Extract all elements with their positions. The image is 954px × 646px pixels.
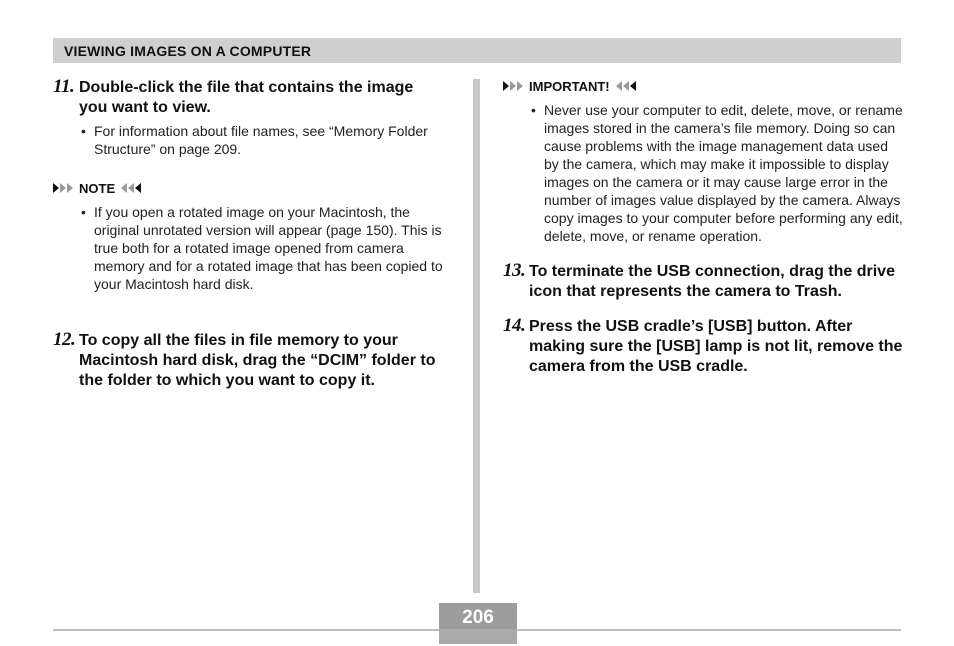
step-number: 11. bbox=[53, 76, 75, 97]
note-title: NOTE bbox=[79, 180, 116, 196]
step-14 bbox=[503, 317, 903, 377]
list-item bbox=[53, 122, 443, 158]
page-number: 206 bbox=[462, 607, 494, 628]
note-label bbox=[53, 180, 443, 196]
right-column bbox=[503, 78, 903, 377]
important-label bbox=[503, 78, 903, 94]
bullet-dot: • bbox=[81, 123, 86, 139]
step-11 bbox=[53, 78, 443, 118]
left-column bbox=[53, 78, 443, 391]
bullet-text: If you open a rotated image on your Macintosh, the original unrotated version will appear (page 150). This is true both for a rotated image opened from camera memory and for a rotated image that has been copied to your Macintosh hard disk. bbox=[94, 204, 443, 292]
step-number: 14. bbox=[503, 315, 526, 336]
note-close-arrows-icon bbox=[121, 183, 141, 193]
bullet-text: Never use your computer to edit, delete, move, or rename images stored in the camera’s file memory. Doing so can cause problems with the image management data used by the camera, which may make it impossible to display images on the camera or it may cause large error in the number of images value displayed by the camera. Always copy images to your computer before performing any edit, delete, move, or rename operation. bbox=[544, 102, 903, 244]
bullet-dot: • bbox=[81, 204, 86, 220]
step-13 bbox=[503, 262, 903, 302]
important-bullets bbox=[503, 101, 903, 245]
step-number: 12. bbox=[53, 329, 76, 350]
note-open-arrows-icon bbox=[53, 183, 73, 193]
step-text: Double-click the file that contains the image you want to view. bbox=[79, 79, 414, 116]
step-text: Press the USB cradle’s [USB] button. After making sure the [USB] lamp is not lit, remove the camera from the USB cradle. bbox=[529, 318, 903, 375]
section-header-bar bbox=[53, 38, 901, 63]
step-text: To terminate the USB connection, drag the drive icon that represents the camera to Trash. bbox=[529, 263, 895, 300]
step-11-bullets bbox=[53, 122, 443, 158]
step-number: 13. bbox=[503, 260, 526, 281]
important-close-arrows-icon bbox=[616, 81, 636, 91]
list-item bbox=[503, 101, 903, 245]
important-title: IMPORTANT! bbox=[529, 78, 610, 94]
page-number-box bbox=[439, 603, 517, 644]
step-12 bbox=[53, 331, 443, 391]
bullet-text: For information about file names, see “Memory Folder Structure” on page 209. bbox=[94, 123, 428, 157]
section-title: VIEWING IMAGES ON A COMPUTER bbox=[64, 43, 312, 59]
column-divider bbox=[473, 79, 480, 593]
important-open-arrows-icon bbox=[503, 81, 523, 91]
note-bullets bbox=[53, 203, 443, 293]
list-item bbox=[53, 203, 443, 293]
bullet-dot: • bbox=[531, 102, 536, 118]
step-text: To copy all the files in file memory to your Macintosh hard disk, drag the “DCIM” folder to the folder to which you want to copy it. bbox=[79, 332, 436, 389]
